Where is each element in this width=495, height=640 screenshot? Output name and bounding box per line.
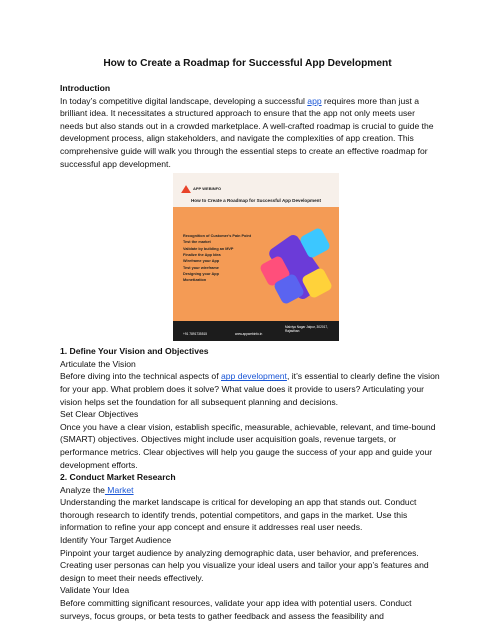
infographic-step: Recognition of Customer's Pain Point	[183, 234, 251, 239]
roadmap-infographic	[173, 173, 339, 341]
section1-paragraph1	[60, 370, 440, 408]
infographic-step: Test the market	[183, 240, 211, 245]
section1-sub1: Articulate the Vision	[60, 358, 136, 369]
infographic-step: Designing your App	[183, 271, 219, 276]
document-body	[60, 82, 440, 622]
section1-text-a: Before diving into the technical aspects of	[60, 371, 221, 382]
infographic-step: Monetization	[183, 278, 207, 283]
intro-text-a: In today’s competitive digital landscape, developing a successful	[60, 95, 308, 106]
section2-sub1	[60, 484, 440, 497]
section2-sub3: Validate Your Idea	[60, 585, 130, 596]
infographic-title: How to Create a Roadmap for Successful App Development	[190, 198, 321, 204]
section2-sub2: Identify Your Target Audience	[60, 535, 172, 546]
infographic-step: Validate by building an MVP	[183, 246, 234, 251]
section1-heading: 1. Define Your Vision and Objectives	[60, 346, 209, 357]
company-logo	[181, 183, 221, 196]
section2-sub1-text: Analyze the	[60, 484, 105, 495]
section1-paragraph2: Once you have a clear vision, establish specific, measurable, achievable, relevant, and time-bound (SMART) objectives. Objectives might include user acquisition goals, revenue targets, or performance metrics. Clear objectives will help you gauge the success of your app and guide your development efforts.	[60, 421, 436, 470]
section2-paragraph1: Understanding the market landscape is critical for developing an app that stands out. Conduct thorough research to identify trends, potential competitors, and gaps in the market. Use this information to refine your app concept and ensure it addresses real user needs.	[60, 497, 417, 533]
page-title: How to Create a Roadmap for Successful App Development	[103, 58, 392, 69]
address-text: Malviya Nagar Jaipur, 302017, Rajasthan	[285, 325, 329, 334]
section2-paragraph2: Pinpoint your target audience by analyzing demographic data, user behavior, and preferences. Creating user personas can help you visualize your ideal users and tailor your app’s features and design to meet their needs effectively.	[60, 547, 429, 583]
section2-paragraph3: Before committing significant resources, validate your app idea with potential users. Conduct surveys, focus groups, or beta tests to gather feedback and assess the feasibility and	[60, 598, 412, 621]
logo-text: APP WEBINFO	[193, 186, 222, 192]
website-text: www.appwebinfo.in	[235, 332, 263, 337]
infographic-footer	[173, 321, 339, 341]
logo-mark-icon	[181, 185, 191, 193]
intro-text-b: requires more than just a brilliant idea. It necessitates a structured approach to ensure that the app not only meets user needs but also stands out in a crowded marketplace. A well-crafted roadmap is crucial to guide the development process, align stakeholders, and navigate the complexities of app creation. This comprehensive guide will walk you through the essential steps to create an effective roadmap for successful app development.	[60, 95, 434, 169]
section1-text-b: , it’s essential to clearly define the vision for your app. What problem does it solve? What value does it provide to users? Articulating your vision helps set the foundation for all subsequent planning and decisions.	[60, 371, 440, 407]
infographic-step: Wireframe your App	[183, 259, 220, 264]
app-icons-illustration	[263, 231, 331, 303]
infographic-step: Test your wireframe	[183, 265, 219, 270]
infographic-step: Finalize the App Idea	[183, 253, 221, 258]
app-link[interactable]: app	[307, 95, 322, 106]
phone-number: +91 7891735515	[183, 332, 208, 337]
infographic-step-list	[183, 233, 251, 283]
intro-paragraph	[60, 95, 440, 171]
section1-sub2: Set Clear Objectives	[60, 409, 139, 420]
app-development-link[interactable]: app development	[221, 371, 287, 382]
intro-heading: Introduction	[60, 83, 111, 93]
section2-heading: 2. Conduct Market Research	[60, 472, 176, 483]
market-link[interactable]: Market	[104, 484, 134, 495]
